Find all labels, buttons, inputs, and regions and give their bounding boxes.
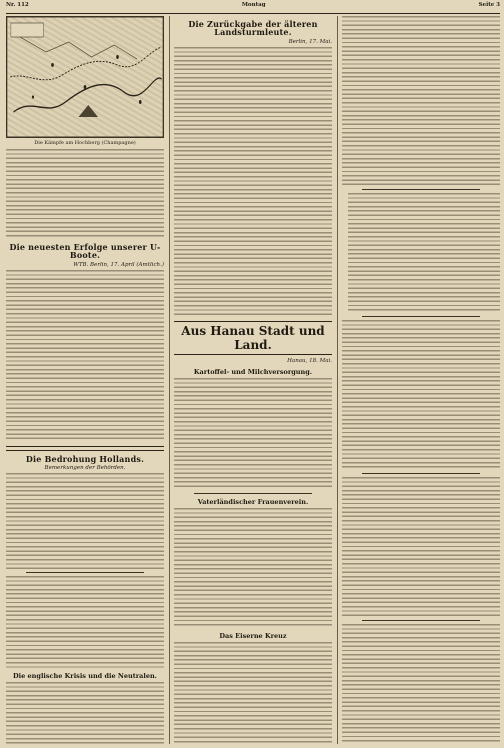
headline-eisernes-kreuz: Das Eiserne Kreuz bbox=[219, 631, 287, 640]
frauenverein-text-block bbox=[174, 508, 332, 628]
dateline-zurueckgabe: Berlin, 17. Mai. bbox=[288, 38, 332, 45]
bedrohung-text-block-2 bbox=[6, 576, 164, 668]
section-local-news: Aus Hanau Stadt und Land. bbox=[174, 321, 332, 355]
headline-uboot-successes: Die neuesten Erfolge unserer U-Boote. bbox=[9, 242, 161, 261]
intro-text-block bbox=[6, 149, 164, 239]
battle-map bbox=[6, 16, 164, 138]
right-text-block-3 bbox=[342, 320, 500, 470]
uboot-text-block bbox=[6, 270, 164, 442]
krisis-text-block bbox=[6, 682, 164, 744]
headline-zurueckgabe: Die Zurückgabe der älteren Landsturmleute. bbox=[188, 19, 318, 38]
right-text-block-5 bbox=[342, 624, 500, 744]
right-text-block-4 bbox=[342, 477, 500, 617]
divider bbox=[362, 189, 480, 190]
divider bbox=[194, 493, 312, 494]
columns bbox=[6, 16, 500, 744]
dateline-local: Hanau, 18. Mai. bbox=[287, 357, 332, 364]
map-caption: Die Kämpfe am Hochberg (Champagne) bbox=[34, 140, 136, 146]
dateline-uboot: WTB. Berlin, 17. April (Amtlich.) bbox=[73, 261, 164, 268]
subhead-bedrohung: Bemerkungen der Behörden. bbox=[44, 465, 126, 472]
divider bbox=[26, 572, 144, 573]
bedrohung-text-block-1 bbox=[6, 473, 164, 569]
headline-frauenverein: Vaterländischer Frauenverein. bbox=[197, 497, 309, 506]
map-illustration bbox=[7, 17, 163, 137]
right-text-block-2 bbox=[348, 193, 500, 313]
weekday: Montag bbox=[241, 2, 266, 8]
divider bbox=[6, 446, 164, 451]
column-left bbox=[6, 16, 164, 744]
kreuz-text-block bbox=[174, 642, 332, 744]
column-right bbox=[337, 16, 500, 744]
headline-bedrohung: Die Bedrohung Hollands. bbox=[25, 453, 145, 464]
right-text-block-1 bbox=[342, 16, 500, 186]
headline-kartoffel: Kartoffel- und Milchversorgung. bbox=[193, 367, 313, 376]
kartoffel-text-block bbox=[174, 378, 332, 490]
divider bbox=[362, 620, 480, 621]
headline-krisis: Die englische Krisis und die Neutralen. bbox=[13, 672, 157, 681]
top-rule bbox=[6, 13, 500, 14]
divider bbox=[362, 473, 480, 474]
column-middle bbox=[169, 16, 332, 744]
page-number: Nr. 112 bbox=[6, 2, 29, 8]
masthead bbox=[6, 2, 500, 12]
page-label: Seite 3 bbox=[478, 2, 500, 8]
zurueckgabe-text-block bbox=[174, 47, 332, 315]
divider bbox=[362, 316, 480, 317]
